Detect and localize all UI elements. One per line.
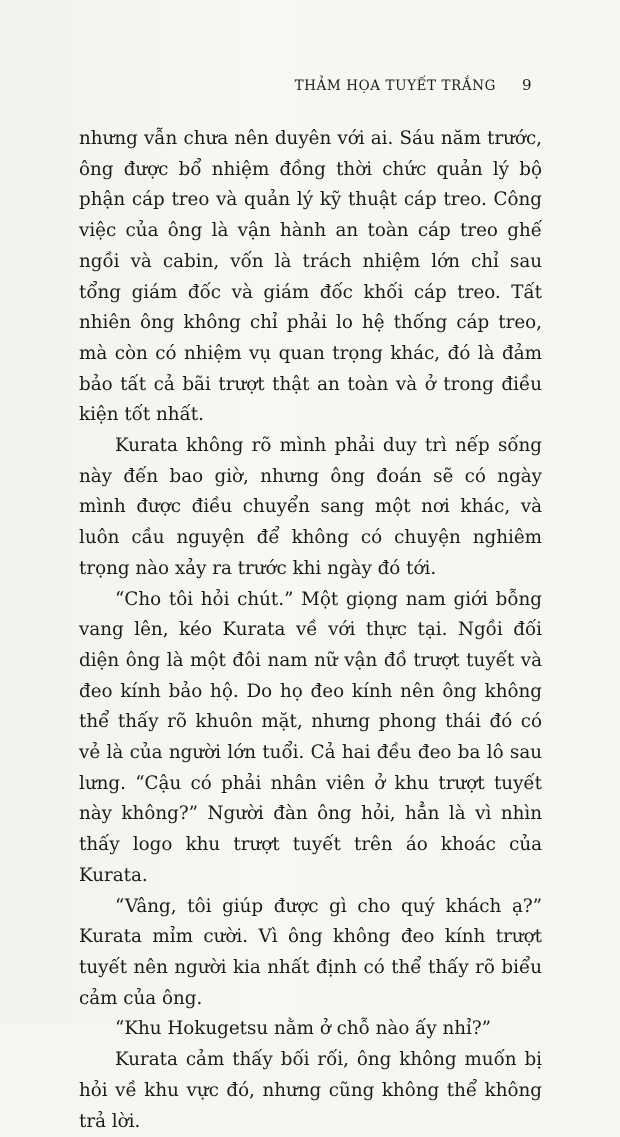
- page-number: 9: [522, 76, 532, 94]
- paragraph-1: nhưng vẫn chưa nên duyên với ai. Sáu năm trước, ông được bổ nhiệm đồng thời chức quản lý bộ phận cáp treo và quản lý kỹ thuật cáp treo. Công việc của ông là vận hành an toàn cáp treo ghế ngồi và cabin, vốn là trách nhiệm lớn chỉ sau tổng giám đốc và giám đốc khối cáp treo. Tất nhiên ông không chỉ phải lo hệ thống cáp treo, mà còn có nhiệm vụ quan trọng khác, đó là đảm bảo tất cả bãi trượt thật an toàn và ở trong điều kiện tốt nhất.: [79, 128, 542, 426]
- paragraph-3: “Cho tôi hỏi chút.” Một giọng nam giới bỗng vang lên, kéo Kurata về với thực tại. Ngồi đối diện ông là một đôi nam nữ vận đồ trượt tuyết và đeo kính bảo hộ. Do họ đeo kính nên ông không thể thấy rõ khuôn mặt, nhưng phong thái đó có vẻ là của người lớn tuổi. Cả hai đều đeo ba lô sau lưng. “Cậu có phải nhân viên ở khu trượt tuyết này không?” Người đàn ông hỏi, hẳn là vì nhìn thấy logo khu trượt tuyết trên áo khoác của Kurata.: [79, 588, 542, 886]
- running-head: [295, 76, 532, 94]
- paragraph-4: “Vâng, tôi giúp được gì cho quý khách ạ?” Kurata mỉm cười. Vì ông không đeo kính trượt tuyết nên người kia nhất định có thể thấy rõ biểu cảm của ông.: [79, 895, 542, 1009]
- running-title: THẢM HỌA TUYẾT TRẮNG: [294, 78, 497, 94]
- body-text: [79, 124, 542, 1137]
- paragraph-6: Kurata cảm thấy bối rối, ông không muốn bị hỏi về khu vực đó, nhưng cũng không thể không trả lời.: [79, 1049, 542, 1132]
- paragraph-5: “Khu Hokugetsu nằm ở chỗ nào ấy nhỉ?”: [115, 1018, 492, 1040]
- paragraph-2: Kurata không rõ mình phải duy trì nếp sống này đến bao giờ, nhưng ông đoán sẽ có ngày mình được điều chuyển sang một nơi khác, và luôn cầu nguyện để không có chuyện nghiêm trọng nào xảy ra trước khi ngày đó tới.: [79, 435, 542, 579]
